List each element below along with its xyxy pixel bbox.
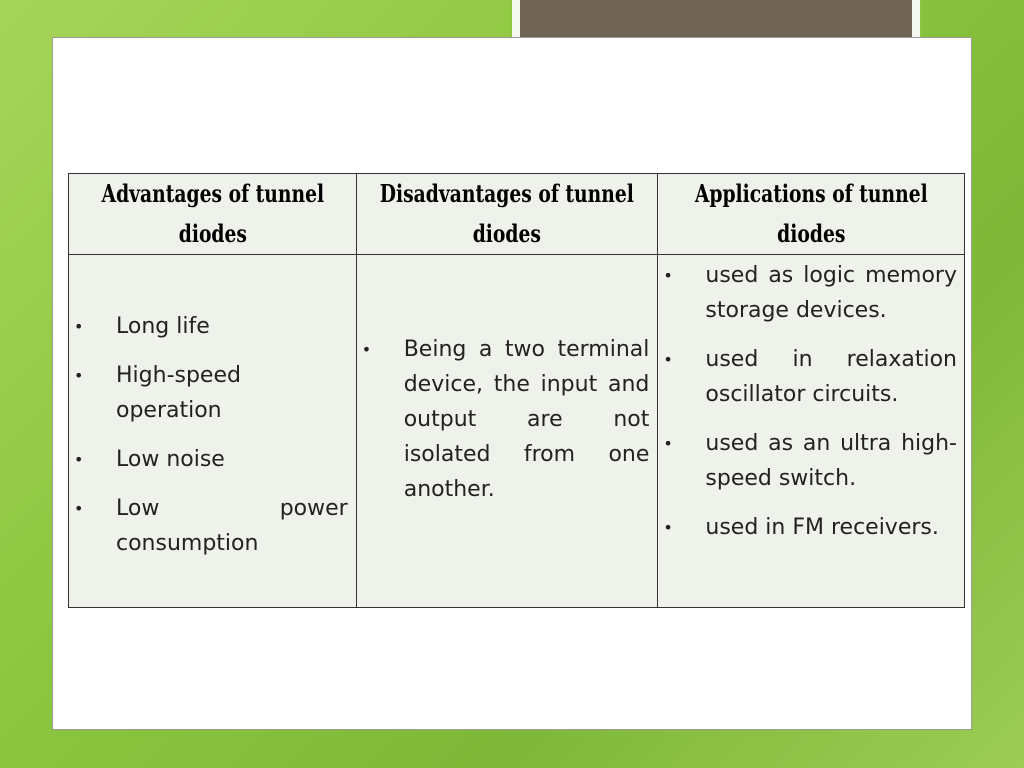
list-item: • Long life [70,309,355,344]
list-item: • Low power consumption [70,491,355,561]
header-applications: Applications of tunnel diodes [692,174,931,255]
bullet-icon: • [663,350,673,369]
list-item: • High-speed operation [70,358,355,428]
list-item: • used in FM receivers. [659,510,963,545]
bullet-icon: • [74,450,84,469]
bullet-icon: • [663,518,673,537]
applications-cell [658,255,965,608]
bullet-icon: • [663,434,673,453]
header-advantages: Advantages of tunnel diodes [100,174,324,255]
disadvantages-cell [356,255,658,608]
comparison-table [68,173,965,608]
header-disadvantages: Disadvantages of tunnel diodes [389,174,624,255]
applications-list [659,256,963,545]
header-row [69,174,965,255]
bullet-icon: • [74,317,84,336]
bullet-icon: • [74,499,84,518]
bullet-icon: • [663,266,673,285]
content-row [69,255,965,608]
advantages-cell [69,255,357,608]
bullet-icon: • [74,366,84,385]
list-item: • Low noise [70,442,355,477]
slide [52,37,972,730]
bullet-icon: • [361,340,372,359]
advantages-list [70,256,355,561]
list-item: • used as logic memory storage devices. [659,258,963,328]
disadvantages-list [358,256,657,507]
list-item: • used in relaxation oscillator circuits. [659,342,963,412]
list-item: • Being a two terminal device, the input and output are not isolated from one another. [358,332,657,507]
list-item: • used as an ultra high-speed switch. [659,426,963,496]
